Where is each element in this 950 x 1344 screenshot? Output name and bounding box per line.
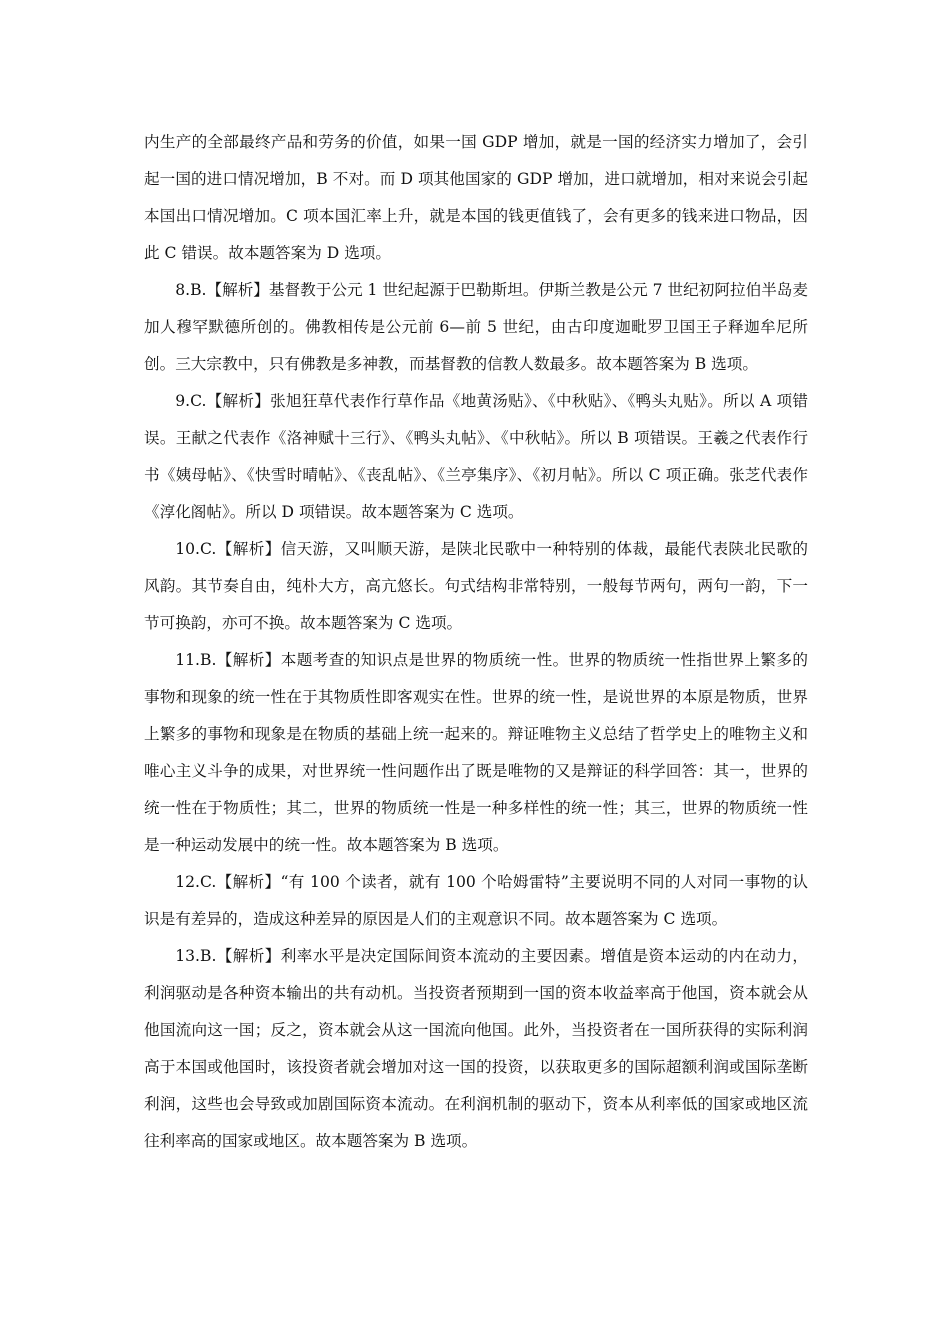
paragraph-answer-9: 9.C.【解析】张旭狂草代表作行草作品《地黄汤贴》、《中秋贴》、《鸭头丸贴》。所以 A 项错误。王献之代表作《洛神赋十三行》、《鸭头丸帖》、《中秋帖》。所以 B 项错误。王羲之代表作行书《姨母帖》、《快雪时晴帖》、《丧乱帖》、《兰亭集序》、《初月帖》。所以 C 项正确。张芝代表作《淳化阁帖》。所以 D 项错误。故本题答案为 C 选项。 — [144, 392, 808, 521]
paragraph-answer-13: 13.B.【解析】利率水平是决定国际间资本流动的主要因素。增值是资本运动的内在动力，利润驱动是各种资本输出的共有动机。当投资者预期到一国的资本收益率高于他国，资本就会从他国流向这一国；反之，资本就会从这一国流向他国。此外，当投资者在一国所获得的实际利润高于本国或他国时，该投资者就会增加对这一国的投资，以获取更多的国际超额利润或国际垄断利润，这些也会导致或加剧国际资本流动。在利润机制的驱动下，资本从利率低的国家或地区流往利率高的国家或地区。故本题答案为 B 选项。 — [144, 947, 808, 1150]
paragraph-answer-12: 12.C.【解析】“有 100 个读者，就有 100 个哈姆雷特”主要说明不同的人对同一事物的认识是有差异的，造成这种差异的原因是人们的主观意识不同。故本题答案为 C 选项。 — [144, 873, 808, 928]
paragraph-continuation-7: 内生产的全部最终产品和劳务的价值，如果一国 GDP 增加，就是一国的经济实力增加了，会引起一国的进口情况增加，B 不对。而 D 项其他国家的 GDP 增加，进口就增加，相对来说会引起本国出口情况增加。C 项本国汇率上升，就是本国的钱更值钱了，会有更多的钱来进口物品，因此 C 错误。故本题答案为 D 选项。 — [144, 133, 808, 262]
document-page — [144, 124, 808, 1160]
paragraph-answer-11: 11.B.【解析】本题考查的知识点是世界的物质统一性。世界的物质统一性指世界上繁多的事物和现象的统一性在于其物质性即客观实在性。世界的统一性，是说世界的本原是物质，世界上繁多的事物和现象是在物质的基础上统一起来的。辩证唯物主义总结了哲学史上的唯物主义和唯心主义斗争的成果，对世界统一性问题作出了既是唯物的又是辩证的科学回答：其一，世界的统一性在于物质性；其二，世界的物质统一性是一种多样性的统一性；其三，世界的物质统一性是一种运动发展中的统一性。故本题答案为 B 选项。 — [144, 651, 808, 854]
paragraph-answer-10: 10.C.【解析】信天游，又叫顺天游，是陕北民歌中一种特别的体裁，最能代表陕北民歌的风韵。其节奏自由，纯朴大方，高亢悠长。句式结构非常特别，一般每节两句，两句一韵，下一节可换韵，亦可不换。故本题答案为 C 选项。 — [144, 540, 808, 632]
paragraph-answer-8: 8.B.【解析】基督教于公元 1 世纪起源于巴勒斯坦。伊斯兰教是公元 7 世纪初阿拉伯半岛麦加人穆罕默德所创的。佛教相传是公元前 6—前 5 世纪，由古印度迦毗罗卫国王子释迦牟尼所创。三大宗教中，只有佛教是多神教，而基督教的信教人数最多。故本题答案为 B 选项。 — [144, 281, 808, 373]
